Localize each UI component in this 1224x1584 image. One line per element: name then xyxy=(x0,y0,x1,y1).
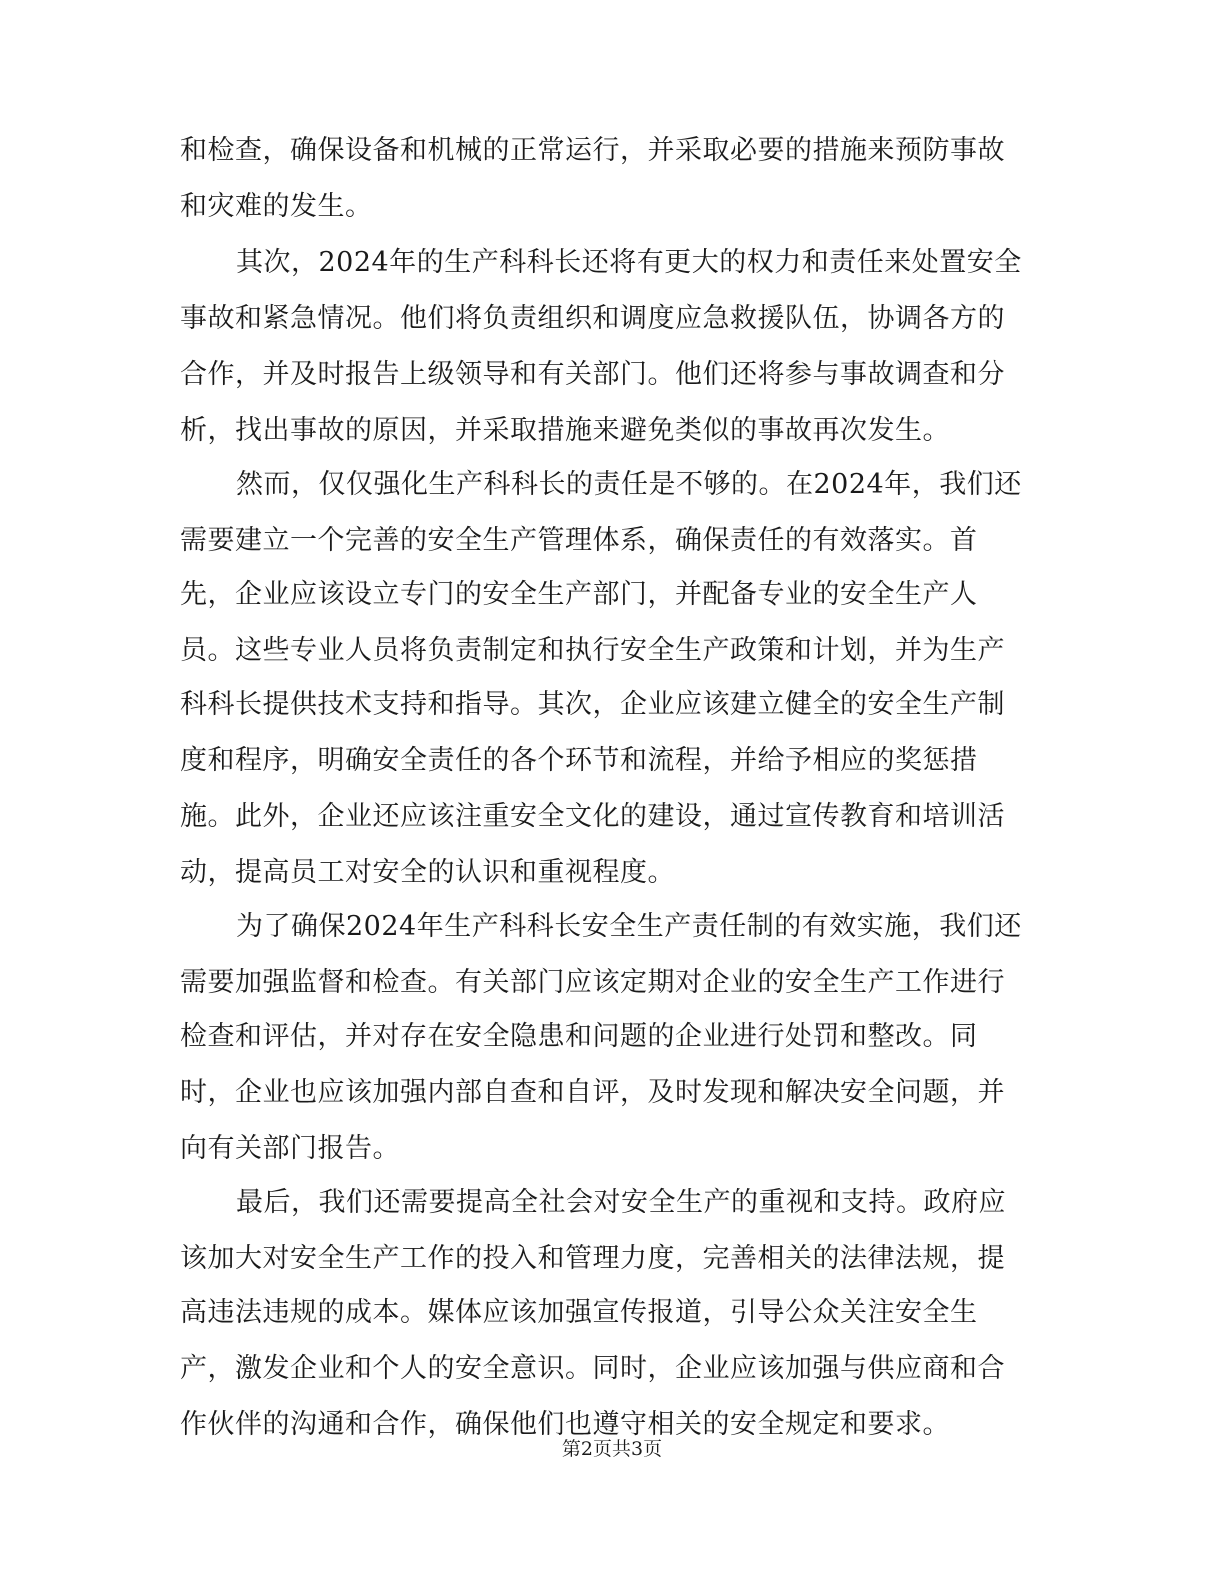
text-line: 高违法违规的成本。媒体应该加强宣传报道，引导公众关注安全生 xyxy=(180,1297,978,1328)
text-line: 和灾难的发生。 xyxy=(180,191,373,222)
text-line: 事故和紧急情况。他们将负责组织和调度应急救援队伍，协调各方的 xyxy=(180,303,1005,334)
text-line: 先，企业应该设立专门的安全生产部门，并配备专业的安全生产人 xyxy=(180,579,978,610)
text-line: 员。这些专业人员将负责制定和执行安全生产政策和计划，并为生产 xyxy=(180,635,1005,666)
text-line: 科科长提供技术支持和指导。其次，企业应该建立健全的安全生产制 xyxy=(180,689,1005,720)
text-line: 该加大对安全生产工作的投入和管理力度，完善相关的法律法规，提 xyxy=(180,1243,1005,1274)
text-line: 度和程序，明确安全责任的各个环节和流程，并给予相应的奖惩措 xyxy=(180,745,978,776)
paragraph-first-line: 然而，仅仅强化生产科科长的责任是不够的。在2024年，我们还 xyxy=(236,469,1022,500)
paragraph-first-line: 其次，2024年的生产科科长还将有更大的权力和责任来处置安全 xyxy=(236,247,1022,278)
text-line: 检查和评估，并对存在安全隐患和问题的企业进行处罚和整改。同 xyxy=(180,1021,978,1052)
paragraph-first-line: 最后，我们还需要提高全社会对安全生产的重视和支持。政府应 xyxy=(236,1187,1006,1218)
text-line: 动，提高员工对安全的认识和重视程度。 xyxy=(180,857,675,888)
text-line: 产，激发企业和个人的安全意识。同时，企业应该加强与供应商和合 xyxy=(180,1353,1005,1384)
text-line: 时，企业也应该加强内部自查和自评，及时发现和解决安全问题，并 xyxy=(180,1077,1005,1108)
text-line: 需要建立一个完善的安全生产管理体系，确保责任的有效落实。首 xyxy=(180,525,978,556)
text-line: 需要加强监督和检查。有关部门应该定期对企业的安全生产工作进行 xyxy=(180,967,1005,998)
text-line: 析，找出事故的原因，并采取措施来避免类似的事故再次发生。 xyxy=(180,415,950,446)
text-line: 合作，并及时报告上级领导和有关部门。他们还将参与事故调查和分 xyxy=(180,359,1005,390)
page-number: 第2页共3页 xyxy=(561,1438,663,1460)
text-line: 向有关部门报告。 xyxy=(180,1133,400,1164)
text-line: 作伙伴的沟通和合作，确保他们也遵守相关的安全规定和要求。 xyxy=(180,1409,950,1440)
text-line: 和检查，确保设备和机械的正常运行，并采取必要的措施来预防事故 xyxy=(180,135,1005,166)
paragraph-first-line: 为了确保2024年生产科科长安全生产责任制的有效实施，我们还 xyxy=(236,911,1022,942)
text-line: 施。此外，企业还应该注重安全文化的建设，通过宣传教育和培训活 xyxy=(180,801,1005,832)
